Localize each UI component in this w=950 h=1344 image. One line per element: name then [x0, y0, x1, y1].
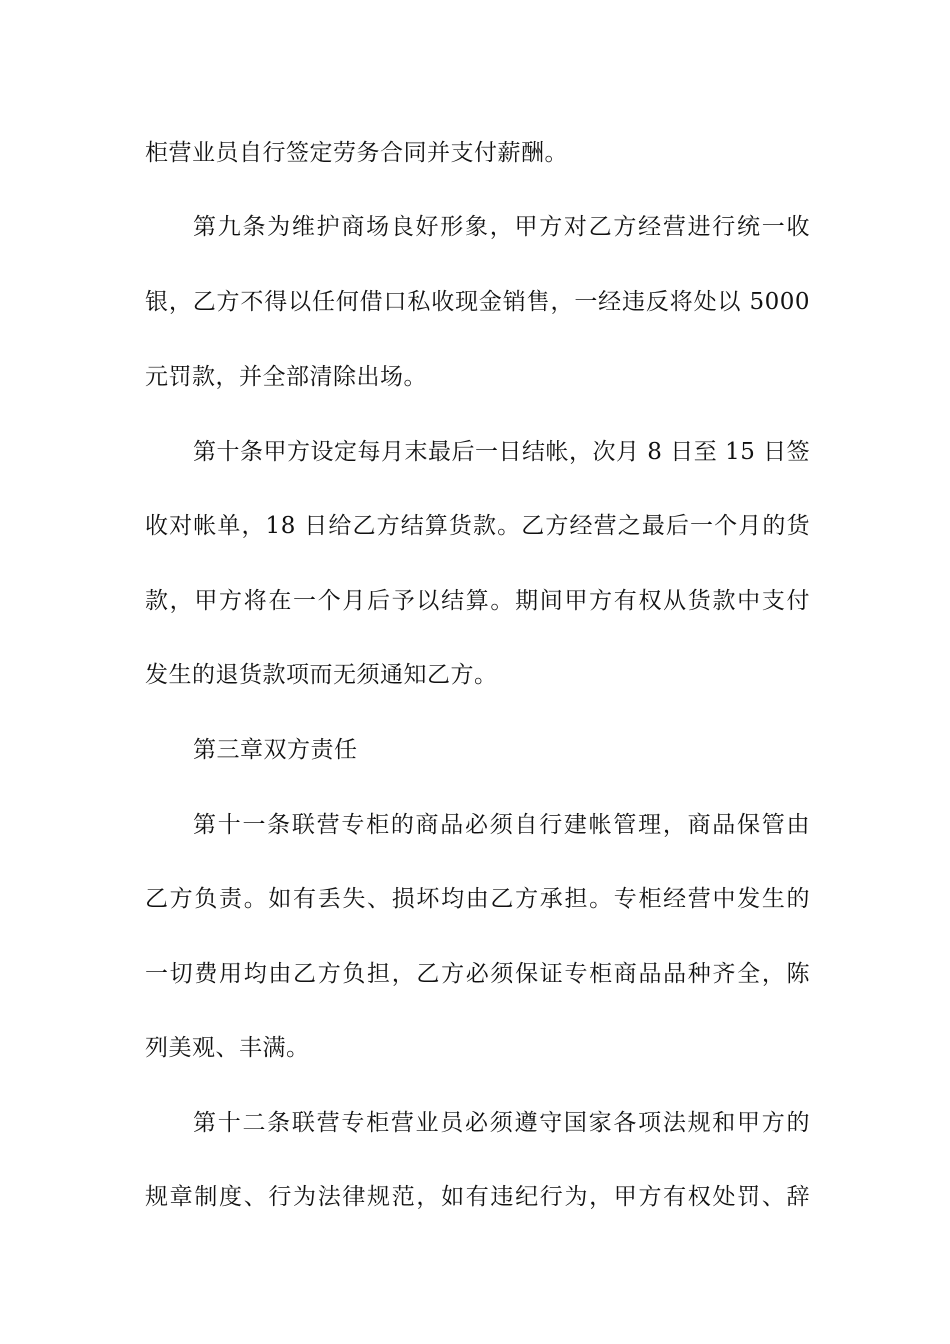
text-line-14: 第十二条联营专柜营业员必须遵守国家各项法规和甲方的	[193, 1110, 810, 1136]
text-line-7: 款，甲方将在一个月后予以结算。期间甲方有权从货款中支付	[145, 588, 810, 614]
chapter-heading: 第三章双方责任	[193, 737, 358, 763]
text-line-13: 列美观、丰满。	[145, 1035, 310, 1061]
text-line-12: 一切费用均由乙方负担，乙方必须保证专柜商品品种齐全，陈	[145, 961, 810, 987]
text-line-5: 第十条甲方设定每月末最后一日结帐，次月 8 日至 15 日签	[193, 439, 811, 465]
text-line-2: 第九条为维护商场良好形象，甲方对乙方经营进行统一收	[193, 214, 810, 240]
text-line-10: 第十一条联营专柜的商品必须自行建帐管理，商品保管由	[193, 812, 810, 838]
text-line-11: 乙方负责。如有丢失、损坏均由乙方承担。专柜经营中发生的	[145, 886, 810, 912]
text-line-4: 元罚款，并全部清除出场。	[145, 364, 427, 390]
text-line-6: 收对帐单，18 日给乙方结算货款。乙方经营之最后一个月的货	[145, 513, 810, 539]
text-line-3: 银，乙方不得以任何借口私收现金销售，一经违反将处以 5000	[145, 289, 810, 315]
text-line-1: 柜营业员自行签定劳务合同并支付薪酬。	[145, 140, 568, 166]
text-line-15: 规章制度、行为法律规范，如有违纪行为，甲方有权处罚、辞	[145, 1184, 810, 1210]
text-line-8: 发生的退货款项而无须通知乙方。	[145, 662, 498, 688]
